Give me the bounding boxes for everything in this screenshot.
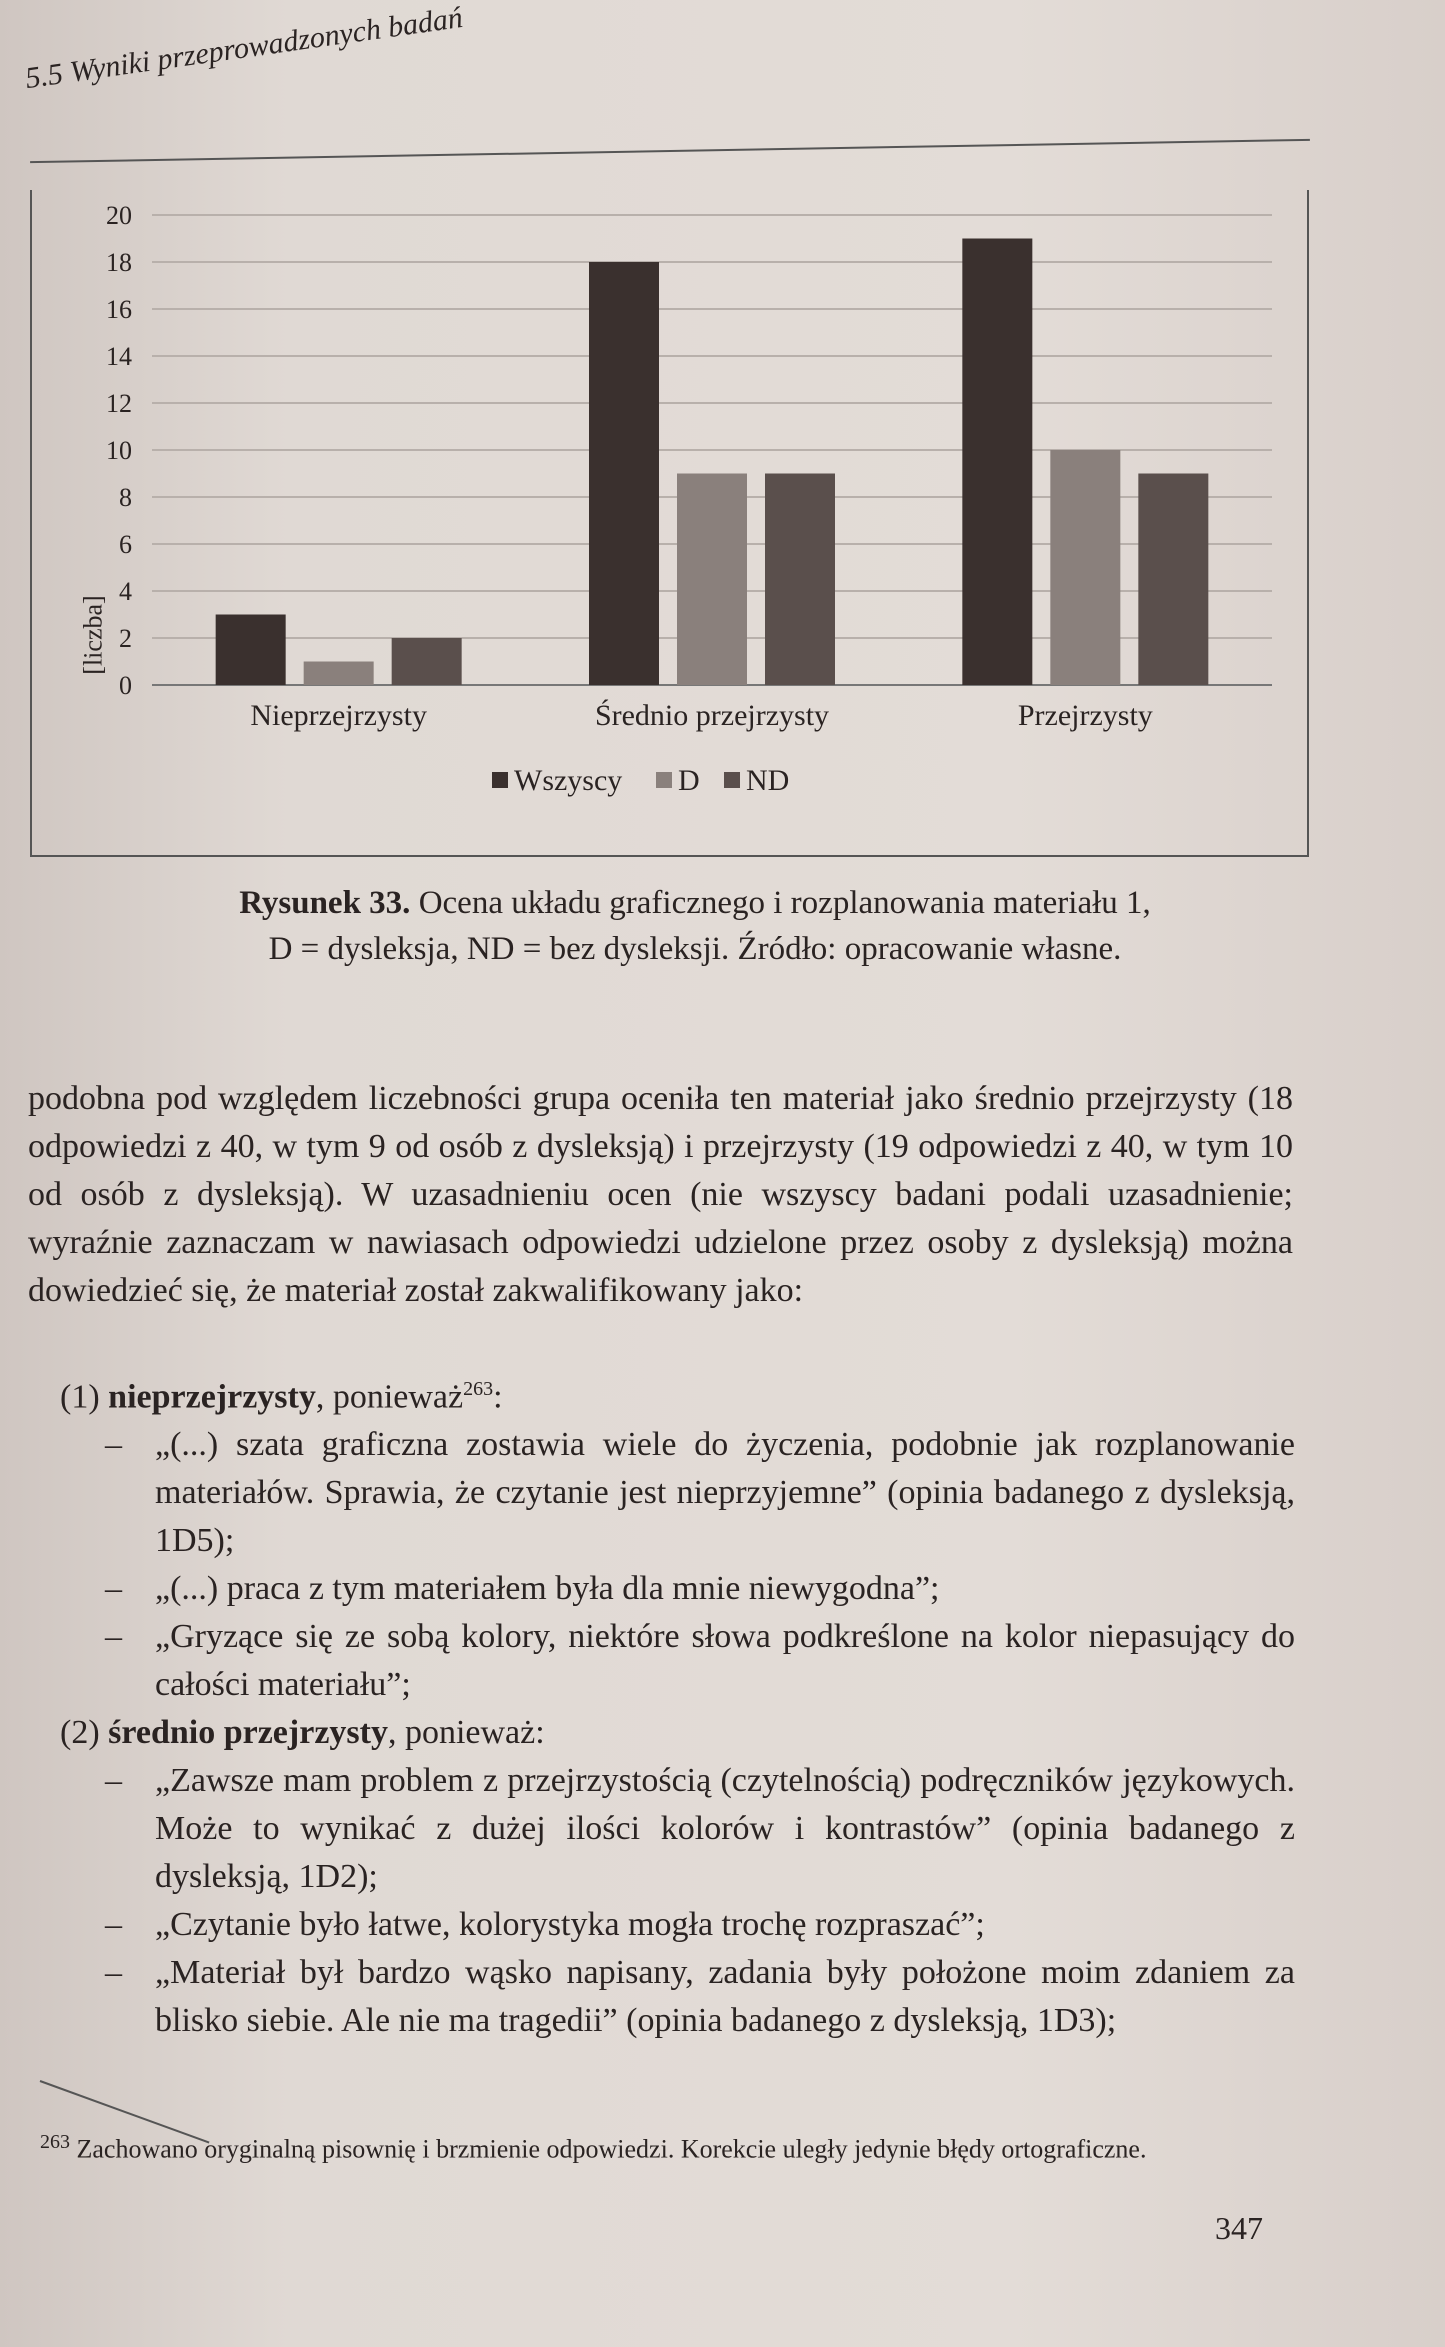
bar-d: [304, 662, 374, 686]
y-axis-label: [liczba]: [78, 595, 108, 675]
quote: [105, 1757, 1295, 1901]
caption-line-2: D = dysleksja, ND = bez dysleksji. Źródło: opracowanie własne.: [268, 931, 1122, 967]
item-text: , ponieważ: [315, 1378, 464, 1416]
dash-bullet: –: [105, 1954, 122, 1992]
dash-bullet: –: [105, 1426, 122, 1464]
quote-text: „Materiał był bardzo wąsko napisany, zadania były położone moim zdaniem za blisko siebie. Ale nie ma tragedii” (opinia badanego z dysleksją, 1D3);: [155, 1954, 1295, 2040]
running-head: 5.5 Wyniki przeprowadzonych badań: [23, 0, 465, 96]
quote: [105, 1421, 1295, 1565]
footnote: [40, 2125, 1280, 2167]
bar-nd: [392, 638, 462, 685]
legend-swatch: [724, 772, 740, 788]
bar-nd: [1138, 474, 1208, 686]
legend-label: Wszyscy: [514, 764, 623, 797]
body-paragraph: podobna pod względem liczebności grupa oceniła ten materiał jako średnio przejrzysty (18 odpowiedzi z 40, w tym 9 od osób z dysleksją) i przejrzysty (19 odpowiedzi z 40, w tym 10 od osób z dysleksją). W uzasadnieniu ocen (nie wszyscy badani podali uzasadnienie; wyraźnie zaznaczam w nawiasach odpowiedzi udzielone przez osoby z dysleksją) można dowiedzieć się, że materiał został zakwalifikowany jako:: [28, 1080, 1293, 1309]
y-tick-label: 18: [106, 248, 132, 277]
bar-chart: [32, 190, 1307, 855]
item-number: (1): [60, 1378, 100, 1416]
y-tick-label: 8: [119, 483, 132, 512]
footnote-ref: 263: [463, 1378, 494, 1400]
y-tick-label: 10: [106, 436, 132, 465]
list-item-2: [60, 1709, 1295, 2045]
legend-label: D: [678, 764, 700, 797]
y-tick-label: 16: [106, 295, 132, 324]
quote-text: „Czytanie było łatwe, kolorystyka mogła trochę rozpraszać”;: [155, 1906, 985, 1944]
legend-swatch: [656, 772, 672, 788]
quote-text: „Zawsze mam problem z przejrzystością (czytelnością) podręczników językowych. Może to wynikać z dużej ilości kolorów i kontrastów” (opinia badanego z dysleksją, 1D2);: [155, 1762, 1295, 1896]
bar-nd: [765, 474, 835, 686]
caption-label: Rysunek 33.: [239, 885, 411, 921]
item-term: średnio przejrzysty: [108, 1714, 388, 1752]
bar-wszyscy: [216, 615, 286, 686]
x-tick-label: Przejrzysty: [1017, 699, 1153, 732]
list-item-1: [60, 1365, 1295, 1709]
dash-bullet: –: [105, 1906, 122, 1944]
page-number: 347: [1215, 2210, 1263, 2246]
chart-frame: [30, 190, 1309, 857]
item-text: , ponieważ:: [387, 1714, 545, 1752]
item-term: nieprzejrzysty: [108, 1378, 316, 1416]
quote: [105, 1949, 1295, 2045]
caption-line-1: Ocena układu graficznego i rozplanowania materiału 1,: [410, 885, 1151, 921]
bar-wszyscy: [962, 239, 1032, 686]
bar-d: [677, 474, 747, 686]
y-tick-label: 4: [119, 577, 132, 606]
header-rule: [30, 139, 1310, 163]
quote: [105, 1613, 1295, 1709]
y-tick-label: 6: [119, 530, 132, 559]
bar-d: [1050, 450, 1120, 685]
x-tick-label: Nieprzejrzysty: [250, 699, 427, 732]
quote: [105, 1565, 1295, 1613]
response-list: [60, 1365, 1295, 2045]
quote-text: „Gryzące się ze sobą kolory, niektóre słowa podkreślone na kolor niepasujący do całości materiału”;: [155, 1618, 1295, 1704]
item-end: :: [493, 1378, 503, 1416]
legend-label: ND: [746, 764, 790, 797]
y-tick-label: 0: [119, 671, 132, 700]
bar-wszyscy: [589, 262, 659, 685]
legend-swatch: [492, 772, 508, 788]
y-tick-label: 14: [106, 342, 132, 371]
footnote-text: Zachowano oryginalną pisownię i brzmienie odpowiedzi. Korekcie uległy jedynie błędy ortograficzne.: [70, 2134, 1147, 2164]
figure-caption: [120, 880, 1270, 972]
y-tick-label: 2: [119, 624, 132, 653]
y-tick-label: 12: [106, 389, 132, 418]
dash-bullet: –: [105, 1618, 122, 1656]
footnote-number: 263: [40, 2131, 70, 2153]
dash-bullet: –: [105, 1762, 122, 1800]
x-tick-label: Średnio przejrzysty: [594, 699, 830, 732]
quote: [105, 1901, 1295, 1949]
quote-text: „(...) praca z tym materiałem była dla mnie niewygodna”;: [155, 1570, 940, 1608]
item-number: (2): [60, 1714, 100, 1752]
quote-text: „(...) szata graficzna zostawia wiele do życzenia, podobnie jak rozplanowanie materiałów. Sprawia, że czytanie jest nieprzyjemne” (opinia badanego z dysleksją, 1D5);: [155, 1426, 1295, 1560]
dash-bullet: –: [105, 1570, 122, 1608]
y-tick-label: 20: [106, 201, 132, 230]
